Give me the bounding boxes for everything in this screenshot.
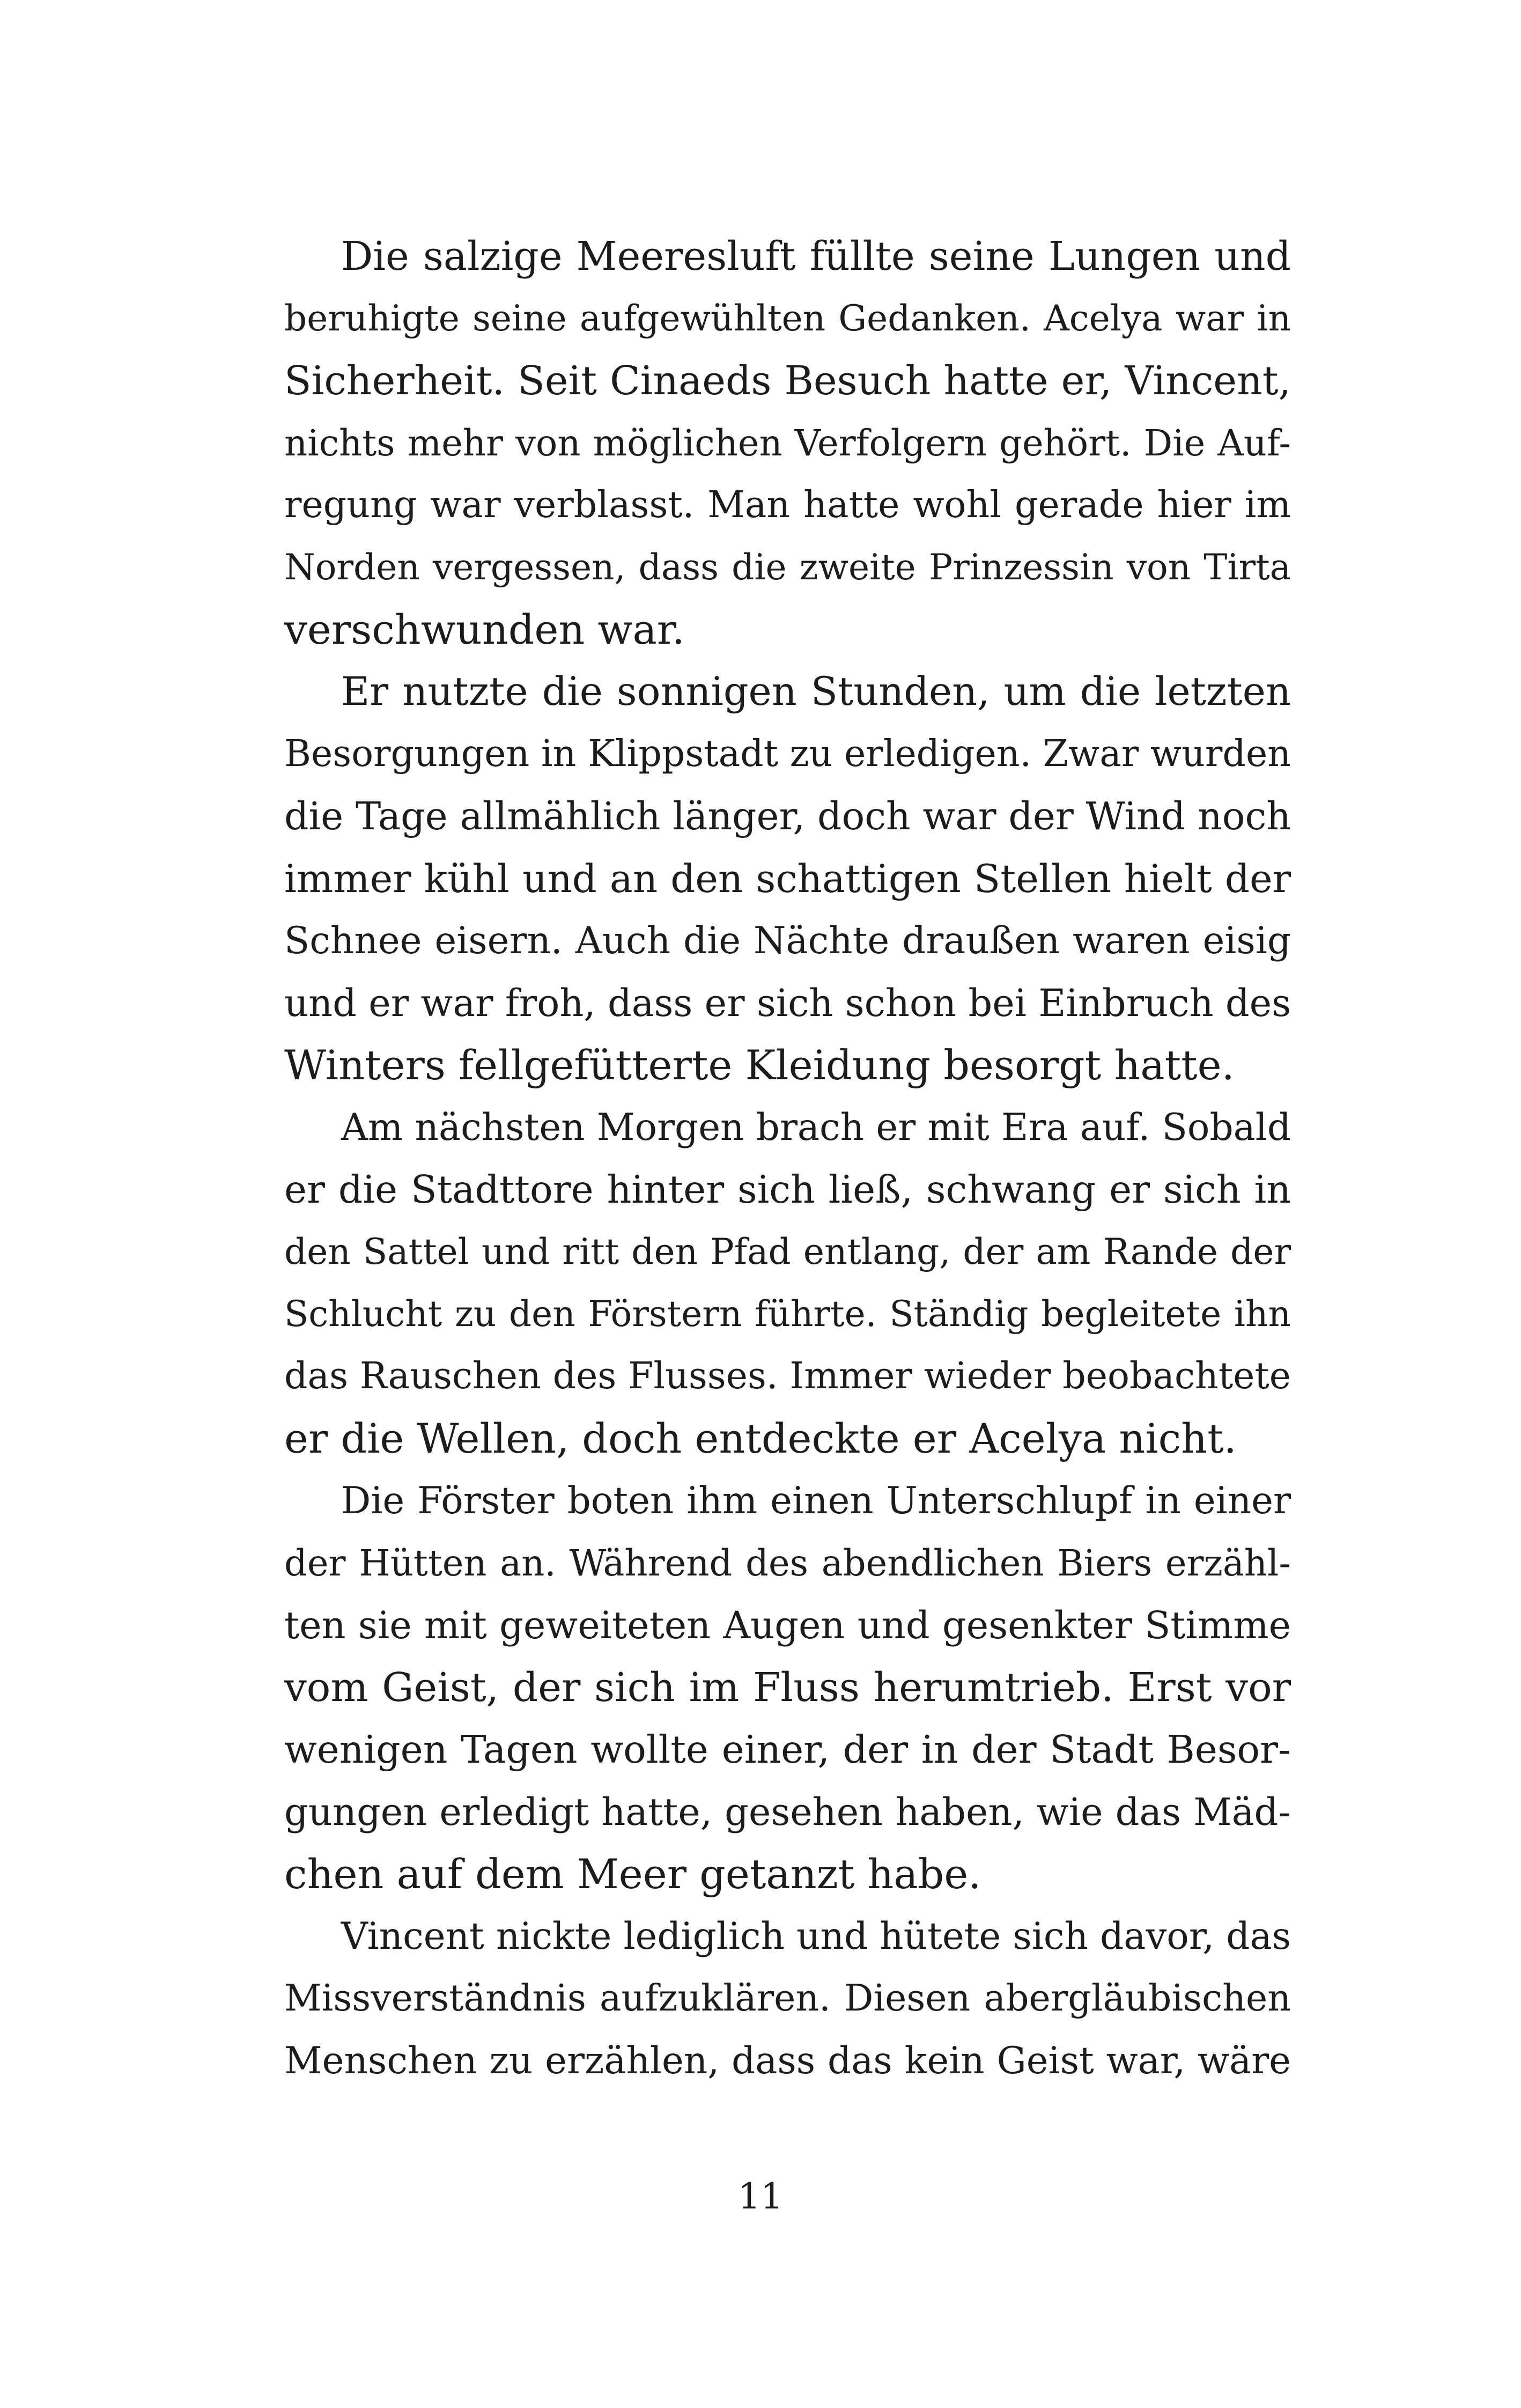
text-line: Missverständnis aufzuklären. Diesen abergläubischen (284, 1977, 1291, 2020)
text-line: gungen erledigt hatte, gesehen haben, wie das Mäd- (284, 1790, 1291, 1834)
text-line: der Hütten an. Während des abendlichen Biers erzähl- (284, 1542, 1291, 1584)
text-line: chen auf dem Meer getanzt habe. (284, 1850, 981, 1898)
text-line: verschwunden war. (284, 606, 685, 653)
text-line: Die Förster boten ihm einen Unterschlupf in einer (341, 1479, 1291, 1522)
paragraph (284, 1096, 1291, 1470)
text-line: den Sattel und ritt den Pfad entlang, der am Rande der (284, 1231, 1291, 1272)
text-line: regung war verblasst. Man hatte wohl gerade hier im (284, 484, 1291, 526)
text-line: beruhigte seine aufgewühlten Gedanken. Acelya war in (284, 298, 1291, 339)
text-line: ten sie mit geweiteten Augen und gesenkter Stimme (284, 1603, 1291, 1647)
paragraph (284, 225, 1291, 661)
text-line: wenigen Tagen wollte einer, der in der Stadt Besor- (284, 1727, 1291, 1772)
text-line: und er war froh, dass er sich schon bei Einbruch des (284, 981, 1291, 1025)
text-line: Schnee eisern. Auch die Nächte draußen waren eisig (284, 919, 1291, 962)
text-line: Winters fellgefütterte Kleidung besorgt hatte. (284, 1041, 1235, 1089)
text-line: Die salzige Meeresluft füllte seine Lungen und (341, 233, 1291, 279)
text-line: vom Geist, der sich im Fluss herumtrieb. Erst vor (284, 1665, 1291, 1711)
text-line: Norden vergessen, dass die zweite Prinzessin von Tirta (284, 547, 1291, 588)
body-text (284, 225, 1291, 2092)
text-line: nichts mehr von möglichen Verfolgern gehört. Die Auf- (284, 422, 1291, 464)
text-line: Am nächsten Morgen brach er mit Era auf. Sobald (341, 1106, 1291, 1149)
text-line: das Rauschen des Flusses. Immer wieder beobachtete (284, 1355, 1291, 1397)
paragraph (284, 1905, 1291, 2092)
text-line: er die Wellen, doch entdeckte er Acelya nicht. (284, 1415, 1237, 1462)
text-line: Besorgungen in Klippstadt zu erledigen. Zwar wurden (284, 733, 1291, 775)
text-line: Menschen zu erzählen, dass das kein Geist war, wäre (284, 2039, 1291, 2082)
paragraph (284, 661, 1291, 1096)
page-number: 11 (738, 2176, 783, 2217)
text-line: Sicherheit. Seit Cinaeds Besuch hatte er, Vincent, (284, 358, 1291, 404)
paragraph (284, 1470, 1291, 1905)
text-line: die Tage allmählich länger, doch war der Wind noch (284, 794, 1291, 838)
text-line: Vincent nickte lediglich und hütete sich davor, das (341, 1915, 1291, 1958)
text-line: er die Stadttore hinter sich ließ, schwang er sich in (284, 1167, 1291, 1212)
text-line: Er nutzte die sonnigen Stunden, um die letzten (341, 669, 1291, 715)
text-line: Schlucht zu den Förstern führte. Ständig begleitete ihn (284, 1293, 1291, 1335)
text-line: immer kühl und an den schattigen Stellen hielt der (284, 856, 1291, 901)
